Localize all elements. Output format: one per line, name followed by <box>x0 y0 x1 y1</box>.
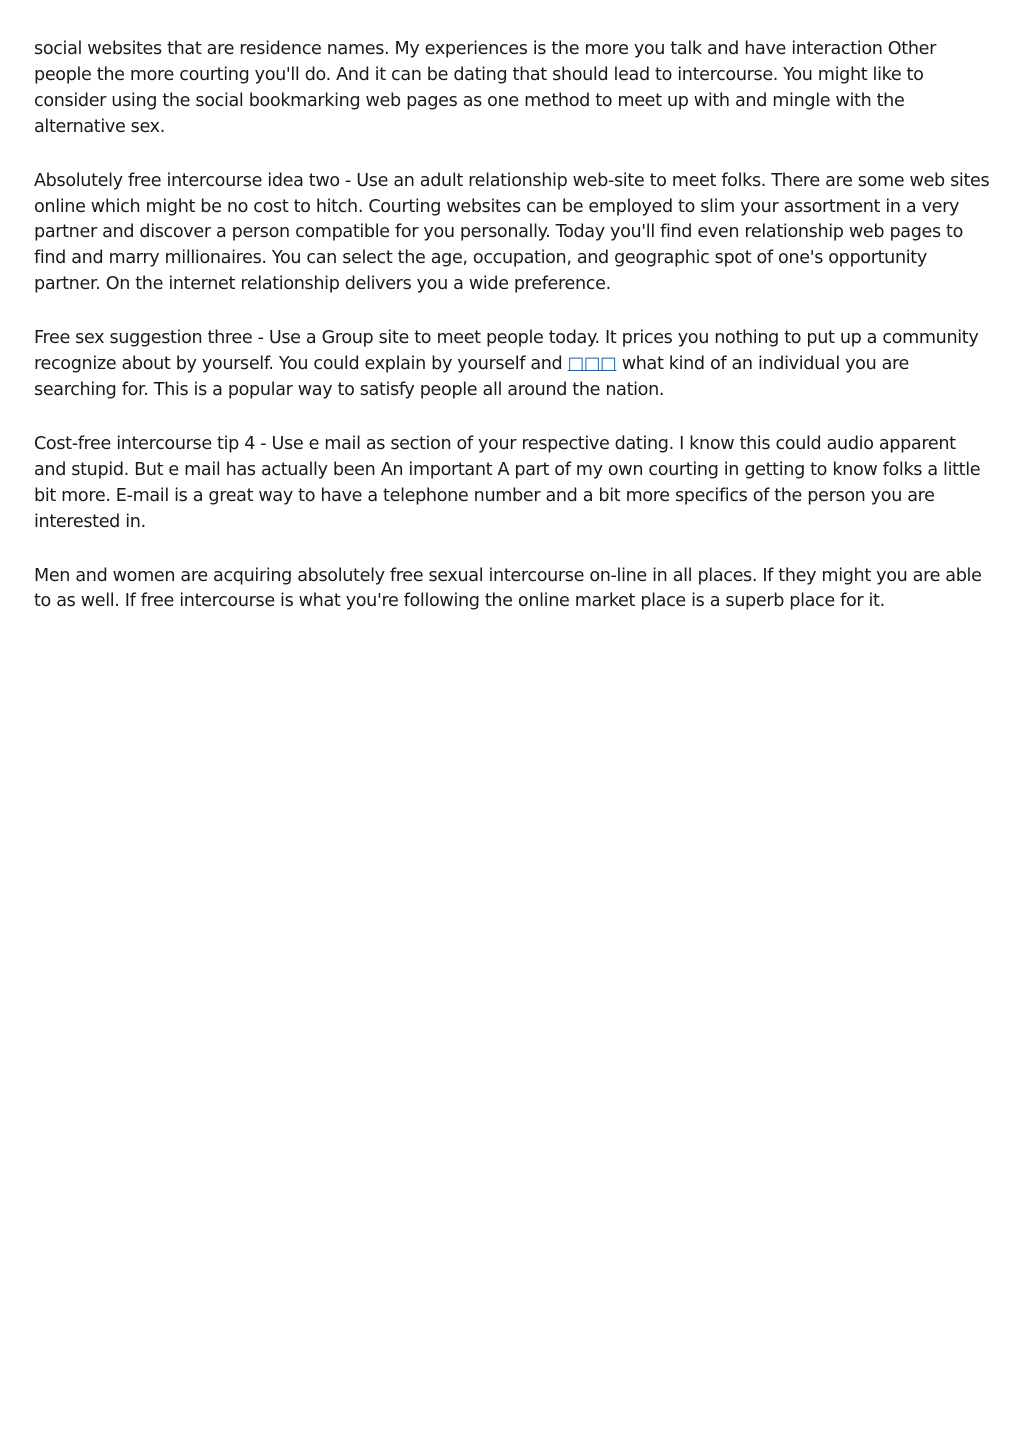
inline-link[interactable]: □□□ <box>567 354 617 375</box>
paragraph-tip-three <box>34 326 992 404</box>
paragraph-tip-two: Absolutely free intercourse idea two - Use an adult relationship web-site to meet folks. There are some web sites online which might be no cost to hitch. Courting websites can be employed to slim your assortment in a very partner and discover a person compatible for you personally. Today you'll find even relationship web pages to find and marry millionaires. You can select the age, occupation, and geographic spot of one's opportunity partner. On the internet relationship delivers you a wide preference. <box>34 170 990 295</box>
paragraph-social-websites: social websites that are residence names. My experiences is the more you talk and have interaction Other people the more courting you'll do. And it can be dating that should lead to intercourse. You might like to consider using the social bookmarking web pages as one method to meet up with and mingle with the alternative sex. <box>34 39 936 137</box>
paragraph-conclusion: Men and women are acquiring absolutely free sexual intercourse on-line in all places. If they might you are able to as well. If free intercourse is what you're following the online market place is a superb place for it. <box>34 565 982 612</box>
paragraph-tip-three-after: what kind of an individual you are searching for. This is a popular way to satisfy people all around the nation. <box>34 354 910 400</box>
paragraph-tip-three-before: Free sex suggestion three - Use a Group site to meet people today. It prices you nothing to put up a community recognize about by yourself. You could explain by yourself and <box>34 328 979 375</box>
paragraph-tip-four: Cost-free intercourse tip 4 - Use e mail as section of your respective dating. I know this could audio apparent and stupid. But e mail has actually been An important A part of my own courting in getting to know folks a little bit more. E-mail is a great way to have a telephone number and a bit more specifics of the person you are interested in. <box>34 433 981 532</box>
